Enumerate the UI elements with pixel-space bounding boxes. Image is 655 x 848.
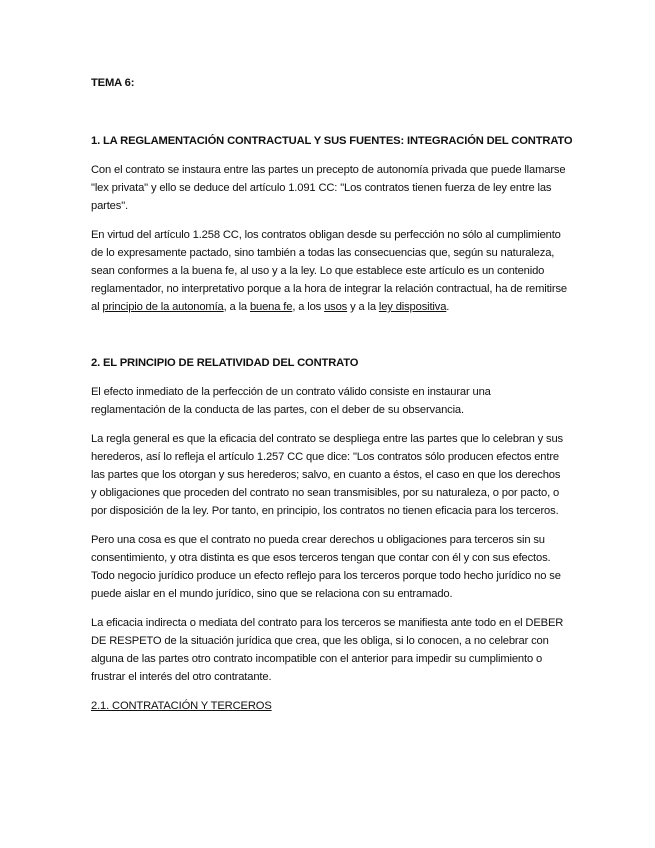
section-1-paragraph-2 bbox=[91, 226, 567, 316]
link-usos[interactable]: usos bbox=[324, 301, 348, 313]
section-1-paragraph-1: Con el contrato se instaura entre las partes un precepto de autonomía privada que puede llamarse "lex privata" y ello se deduce del artículo 1.091 CC: "Los contratos tienen fuerza de ley entre las partes". bbox=[91, 164, 566, 212]
section-2-paragraph-3: Pero una cosa es que el contrato no pueda crear derechos u obligaciones para terceros sin su consentimiento, y otra distinta es que esos terceros tengan que contar con él y con sus efectos. Todo negocio jurídico produce un efecto reflejo para los terceros porque todo hecho jurídico no se puede aislar en el mundo jurídico, sino que se relaciona con su entramado. bbox=[91, 534, 561, 600]
link-buena-fe[interactable]: buena fe bbox=[249, 301, 293, 313]
section-2-paragraph-1: El efecto inmediato de la perfección de un contrato válido consiste en instaurar una reglamentación de la conducta de las partes, con el deber de su observancia. bbox=[91, 386, 491, 416]
subsection-2-1-heading[interactable]: 2.1. CONTRATACIÓN Y TERCEROS bbox=[91, 700, 272, 712]
topic-title: TEMA 6: bbox=[91, 77, 135, 89]
separator-text: y a la bbox=[347, 301, 379, 313]
separator-text: , a los bbox=[292, 301, 325, 313]
paragraph-end: . bbox=[446, 301, 450, 313]
section-2-paragraph-2: La regla general es que la eficacia del contrato se despliega entre las partes que lo celebran y sus herederos, así lo refleja el artículo 1.257 CC que dice: "Los contratos sólo producen efectos entre las partes que los otorgan y sus herederos; salvo, en cuanto a éstos, el caso en que los derechos y obligaciones que proceden del contrato no sean transmisibles, por su naturaleza, o por pacto, o por disposición de la ley. Por tanto, en principio, los contratos no tienen eficacia para los terceros. bbox=[91, 433, 563, 517]
section-1-heading: 1. LA REGLAMENTACIÓN CONTRACTUAL Y SUS FUENTES: INTEGRACIÓN DEL CONTRATO bbox=[91, 135, 573, 147]
separator-text: , a la bbox=[223, 301, 250, 313]
link-principio-autonomia[interactable]: principio de la autonomía bbox=[102, 301, 224, 313]
link-ley-dispositiva[interactable]: ley dispositiva bbox=[378, 301, 447, 313]
section-gap bbox=[91, 327, 567, 354]
document-page bbox=[91, 74, 573, 715]
section-2-paragraph-4: La eficacia indirecta o mediata del contrato para los terceros se manifiesta ante todo en el DEBER DE RESPETO de la situación jurídica que crea, que les obliga, si lo conocen, a no celebrar con alguna de las partes otro contrato incompatible con el anterior para impedir su cumplimiento o frustrar el interés del otro contratante. bbox=[91, 617, 564, 683]
section-2-heading: 2. EL PRINCIPIO DE RELATIVIDAD DEL CONTRATO bbox=[91, 357, 359, 369]
paragraph-text: En virtud del artículo 1.258 CC, los contratos obligan desde su perfección no sólo al cumplimiento de lo expresamente pactado, sino también a todas las consecuencias que, según su naturaleza, sean conformes a la buena fe, al uso y a la ley. Lo que establece este artículo es un contenido reglamentador, no interpretativo porque a la hora de integrar la relación contractual, ha de remitirse al bbox=[91, 229, 567, 313]
